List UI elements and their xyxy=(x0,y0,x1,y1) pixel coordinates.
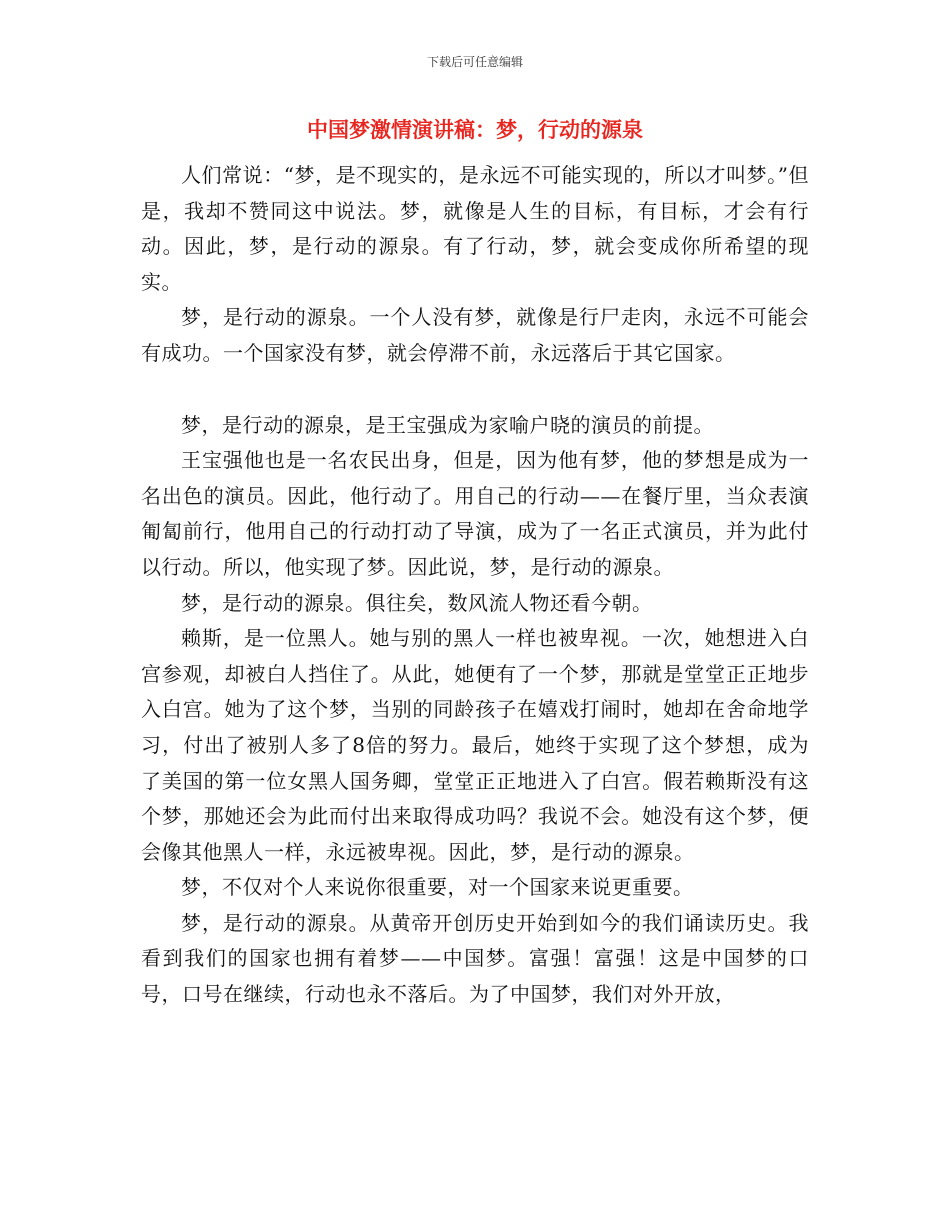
paragraph: 梦，是行动的源泉，是王宝强成为家喻户晓的演员的前提。 xyxy=(181,412,714,437)
paragraph: 梦，不仅对个人来说你很重要，对一个国家来说更重要。 xyxy=(181,875,694,900)
document-title: 中国梦激情演讲稿：梦，行动的源泉 xyxy=(307,118,643,142)
paragraph: 赖斯，是一位黑人。她与别的黑人一样也被卑视。一次，她想进入白宫参观，却被白人挡住了。从此，她便有了一个梦，那就是堂堂正正地步入白宫。她为了这个梦，当别的同龄孩子在嬉戏打闹时，她却在舍命地学习，付出了被别人多了8倍的努力。最后，她终于实现了这个梦想，成为了美国的第一位女黑人国务卿，堂堂正正地进入了白宫。假若赖斯没有这个梦，那她还会为此而付出来取得成功吗？我说不会。她没有这个梦，便会像其他黑人一样，永远被卑视。因此，梦，是行动的源泉。 xyxy=(141,626,809,864)
document-body xyxy=(141,158,809,1013)
paragraph-gap xyxy=(141,372,809,408)
paragraph: 梦，是行动的源泉。俱往矣，数风流人物还看今朝。 xyxy=(181,590,653,615)
paragraph: 王宝强他也是一名农民出身，但是，因为他有梦，他的梦想是成为一名出色的演员。因此，他行动了。用自己的行动——在餐厅里，当众表演匍匐前行，他用自己的行动打动了导演，成为了一名正式演员，并为此付以行动。所以，他实现了梦。因此说，梦，是行动的源泉。 xyxy=(141,448,809,579)
page-header: 下载后可任意编辑 xyxy=(426,55,523,69)
paragraph: 梦，是行动的源泉。从黄帝开创历史开始到如今的我们诵读历史。我看到我们的国家也拥有着梦——中国梦。富强！富强！这是中国梦的口号，口号在继续，行动也永不落后。为了中国梦，我们对外开放， xyxy=(141,910,809,1007)
paragraph: 梦，是行动的源泉。一个人没有梦，就像是行尸走肉，永远不可能会有成功。一个国家没有梦，就会停滞不前，永远落后于其它国家。 xyxy=(141,305,809,365)
paragraph: 人们常说：“梦，是不现实的，是永远不可能实现的，所以才叫梦。”但是，我却不赞同这中说法。梦，就像是人生的目标，有目标，才会有行动。因此，梦，是行动的源泉。有了行动，梦，就会变成你所希望的现实。 xyxy=(141,163,809,294)
